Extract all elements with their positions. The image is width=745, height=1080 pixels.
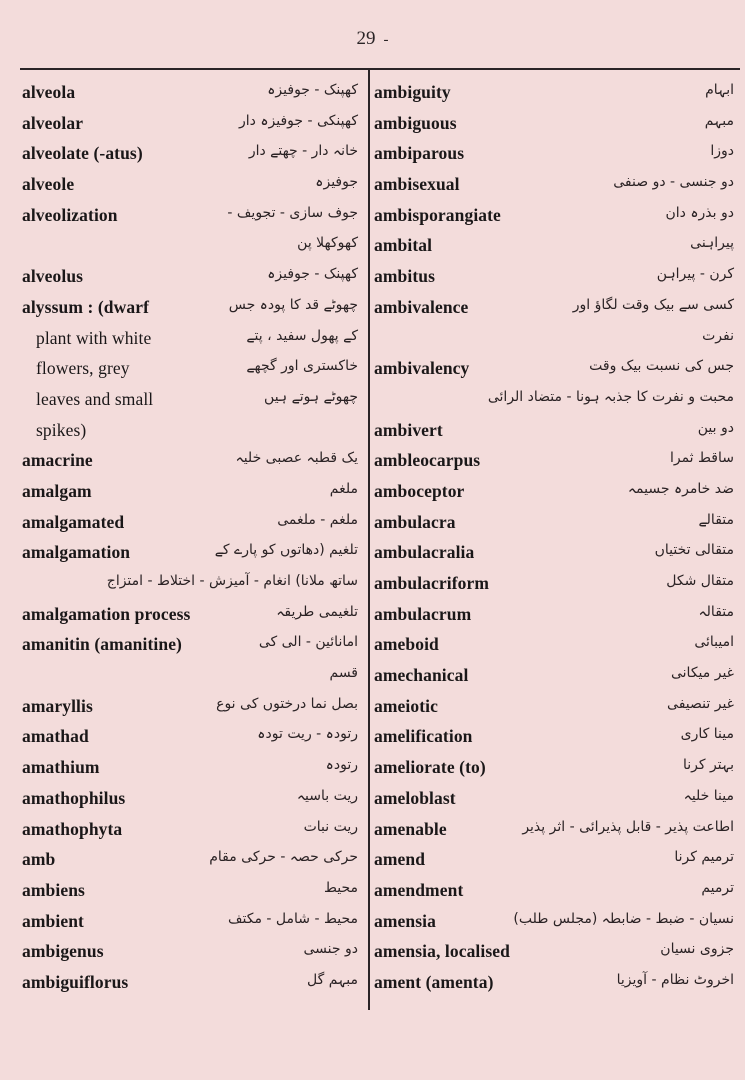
urdu-definition: رتودہ - ریت تودہ	[257, 726, 358, 743]
urdu-definition: کسی سے بیک وقت لگاؤ اور	[572, 296, 734, 313]
dictionary-entry	[22, 786, 362, 817]
dictionary-entry	[374, 909, 738, 940]
english-term: ameliorate (to)	[374, 757, 486, 778]
dictionary-entry	[374, 970, 738, 1001]
dictionary-entry	[374, 203, 738, 234]
dictionary-entry	[374, 356, 738, 387]
urdu-definition: متقالہ	[698, 603, 734, 620]
english-term: alveolate (-atus)	[22, 143, 143, 164]
urdu-definition: کھپنک - جوفیزہ	[267, 82, 358, 98]
dictionary-entry	[22, 510, 362, 541]
dictionary-entry	[22, 878, 362, 909]
urdu-definition: جوف سازی - تجویف -	[227, 204, 358, 221]
english-term: amb	[22, 849, 56, 870]
urdu-definition: تلغیم (دھاتوں کو پارے کے	[214, 542, 358, 559]
english-term: amalgam	[22, 480, 92, 501]
urdu-definition: غیر میکانی	[670, 665, 734, 682]
english-term: ambisexual	[374, 174, 460, 195]
urdu-definition: ساقط ثمرا	[669, 450, 734, 467]
english-term: ament (amenta)	[374, 971, 494, 992]
header-rule	[20, 68, 740, 70]
urdu-definition: مینا خلیہ	[683, 787, 734, 804]
dictionary-entry	[374, 694, 738, 725]
english-term: ameiotic	[374, 695, 438, 716]
dictionary-entry	[22, 909, 362, 940]
urdu-definition: ریت باسیہ	[296, 787, 358, 804]
urdu-definition: ریت نبات	[303, 818, 358, 835]
dictionary-entry	[374, 817, 738, 848]
english-term: amaryllis	[22, 695, 93, 716]
urdu-definition: قسم	[329, 665, 358, 682]
english-term: amalgamation process	[22, 603, 191, 624]
urdu-definition: حرکی حصہ - حرکی مقام	[209, 849, 358, 866]
urdu-definition: محیط	[323, 879, 358, 896]
urdu-definition: دو بین	[697, 419, 734, 436]
english-term: amboceptor	[374, 480, 465, 501]
urdu-definition: یک قطبہ عصبی خلیہ	[235, 450, 358, 467]
english-term: ambiens	[22, 879, 85, 900]
english-term: spikes)	[36, 419, 87, 440]
right-column	[374, 80, 738, 1001]
urdu-definition: دو بذرہ دان	[665, 204, 734, 221]
urdu-definition: بصل نما درختوں کی نوع	[216, 695, 358, 712]
english-term: alveolus	[22, 266, 84, 287]
dictionary-entry	[22, 203, 362, 234]
dictionary-entry	[22, 141, 362, 172]
dictionary-entry	[22, 80, 362, 111]
urdu-definition: غیر تنصیفی	[667, 695, 734, 712]
urdu-definition: کرن - پیراہن	[656, 266, 734, 283]
dictionary-entry	[22, 755, 362, 786]
english-term: amalgamated	[22, 511, 125, 532]
urdu-definition: کھپنک - جوفیزہ	[267, 266, 358, 283]
english-term: alveolar	[22, 112, 84, 133]
urdu-definition: جوفیزہ	[315, 174, 358, 191]
dictionary-entry	[22, 479, 362, 510]
english-term: amendment	[374, 879, 464, 900]
urdu-definition: محیط - شامل - مکتف	[228, 910, 358, 927]
english-term: ambleocarpus	[374, 450, 481, 471]
dictionary-entry	[374, 387, 738, 418]
urdu-definition: رتودہ	[325, 757, 358, 774]
dictionary-entry	[374, 448, 738, 479]
dictionary-entry	[22, 172, 362, 203]
english-term: alveole	[22, 174, 75, 195]
urdu-definition: پیراہنی	[690, 235, 734, 252]
dictionary-entry	[374, 233, 738, 264]
dictionary-entry	[374, 479, 738, 510]
urdu-definition: ترمیم کرنا	[674, 849, 734, 866]
urdu-definition: امیبائی	[694, 634, 734, 651]
dictionary-entry	[22, 448, 362, 479]
urdu-definition: ساتھ ملانا) انغام - آمیزش - اختلاط - امتزاج	[106, 573, 358, 589]
english-term: ambient	[22, 910, 84, 931]
english-term: flowers, grey	[36, 358, 130, 379]
english-term: amensia	[374, 910, 436, 931]
dictionary-entry	[22, 663, 362, 694]
page-number: 29 -	[356, 28, 389, 49]
urdu-definition: ضد خامرہ جسیمہ	[627, 480, 734, 497]
english-term: ambulacra	[374, 511, 456, 532]
dictionary-entry	[22, 817, 362, 848]
english-term: ambivert	[374, 419, 443, 440]
dictionary-entry	[22, 233, 362, 264]
english-term: ambulacrum	[374, 603, 472, 624]
english-term: amathad	[22, 726, 89, 747]
english-term: amathium	[22, 757, 100, 778]
urdu-definition: جس کی نسبت بیک وقت	[589, 358, 734, 375]
dictionary-entry	[22, 418, 362, 449]
english-term: alveola	[22, 82, 76, 102]
dictionary-entry	[374, 326, 738, 357]
dictionary-entry	[374, 602, 738, 633]
dictionary-entry	[22, 387, 362, 418]
urdu-definition: ترمیم	[701, 879, 734, 896]
dictionary-entry	[374, 571, 738, 602]
english-term: ambivalency	[374, 358, 470, 379]
urdu-definition: متقال شکل	[666, 573, 734, 589]
dictionary-entry	[22, 326, 362, 357]
dictionary-entry	[374, 510, 738, 541]
urdu-definition: اخروٹ نظام - آویزیا	[616, 971, 734, 988]
dictionary-entry	[374, 540, 738, 571]
dictionary-entry	[374, 111, 738, 142]
dictionary-entry	[22, 939, 362, 970]
english-term: ambiguiflorus	[22, 971, 129, 992]
urdu-definition: امانائین - الی کی	[258, 634, 358, 651]
urdu-definition: ملغم	[329, 480, 358, 497]
english-term: amathophyta	[22, 818, 123, 839]
english-term: ambivalence	[374, 296, 469, 317]
english-term: ambulacriform	[374, 573, 490, 593]
urdu-definition: دو جنسی	[303, 941, 358, 958]
english-term: amathophilus	[22, 787, 126, 808]
urdu-definition: مبہم	[704, 112, 734, 129]
english-term: amend	[374, 849, 426, 870]
urdu-definition: دوزا	[710, 143, 734, 160]
dictionary-entry	[22, 356, 362, 387]
dictionary-entry	[22, 970, 362, 1001]
urdu-definition: کھپنکی - جوفیزہ دار	[239, 112, 358, 129]
urdu-definition: جزوی نسیان	[660, 941, 734, 958]
dictionary-entry	[374, 80, 738, 111]
urdu-definition: ملغم - ملغمی	[277, 511, 358, 528]
dictionary-entry	[374, 418, 738, 449]
urdu-definition: چھوٹے قد کا پودہ جس	[228, 296, 358, 313]
dictionary-entry	[374, 724, 738, 755]
dictionary-entry	[374, 939, 738, 970]
dictionary-entry	[374, 632, 738, 663]
english-term: amenable	[374, 818, 447, 839]
english-term: ambital	[374, 235, 433, 256]
dictionary-entry	[374, 755, 738, 786]
english-term: ameloblast	[374, 787, 456, 808]
english-term: ambigenus	[22, 941, 104, 962]
dictionary-entry	[22, 632, 362, 663]
urdu-definition: ابہام	[705, 82, 734, 98]
dictionary-entry	[22, 111, 362, 142]
english-term: amensia, localised	[374, 941, 510, 962]
urdu-definition: کھوکھلا پن	[297, 235, 358, 252]
urdu-definition: نسیان - ضبط - ضابطہ (مجلس طلب)	[513, 910, 734, 927]
dictionary-entry	[22, 724, 362, 755]
dictionary-entry	[22, 694, 362, 725]
dictionary-entry	[374, 878, 738, 909]
urdu-definition: اطاعت پذیر - قابل پذیرائی - اثر پذیر	[522, 818, 734, 835]
english-term: ambiparous	[374, 143, 465, 164]
dictionary-entry	[22, 295, 362, 326]
dictionary-entry	[374, 847, 738, 878]
urdu-definition: خاکستری اور گچھے	[246, 358, 358, 375]
dictionary-entry	[374, 295, 738, 326]
dictionary-entry	[374, 141, 738, 172]
urdu-definition: کے پھول سفید ، پتے	[246, 327, 358, 344]
english-term: ambulacralia	[374, 542, 475, 563]
english-term: ambitus	[374, 266, 435, 287]
left-column	[22, 80, 362, 1001]
urdu-definition: محبت و نفرت کا جذبہ ہونا - متضاد الرائی	[487, 388, 734, 405]
english-term: ambiguous	[374, 112, 457, 133]
english-term: ameboid	[374, 634, 439, 655]
english-term: amacrine	[22, 450, 93, 471]
dictionary-entry	[22, 847, 362, 878]
urdu-definition: تلغیمی طریقہ	[276, 603, 358, 620]
dictionary-entry	[374, 663, 738, 694]
english-term: amalgamation	[22, 542, 131, 563]
urdu-definition: نفرت	[702, 327, 734, 344]
dictionary-entry	[374, 264, 738, 295]
dictionary-entry	[22, 264, 362, 295]
english-term: alyssum : (dwarf	[22, 296, 150, 317]
urdu-definition: خانہ دار - چھتے دار	[248, 143, 358, 160]
english-term: plant with white	[36, 327, 152, 348]
dictionary-entry	[22, 540, 362, 571]
dictionary-entry	[374, 172, 738, 203]
english-term: ambiguity	[374, 82, 451, 102]
english-term: amechanical	[374, 665, 469, 686]
english-term: amanitin (amanitine)	[22, 634, 182, 655]
column-divider	[368, 70, 370, 1010]
english-term: alveolization	[22, 204, 118, 225]
dictionary-entry	[22, 571, 362, 602]
urdu-definition: بہتر کرنا	[682, 757, 734, 774]
urdu-definition: دو جنسی - دو صنفی	[613, 174, 734, 191]
english-term: ambisporangiate	[374, 204, 501, 225]
urdu-definition: مبہم گل	[307, 971, 358, 988]
urdu-definition: متقالی تختیاں	[654, 542, 734, 559]
dictionary-entry	[22, 602, 362, 633]
urdu-definition: چھوٹے ہوتے ہیں	[264, 388, 358, 405]
urdu-definition: متقالے	[698, 511, 734, 528]
english-term: leaves and small	[36, 388, 154, 409]
dictionary-entry	[374, 786, 738, 817]
urdu-definition: مینا کاری	[680, 726, 734, 743]
english-term: amelification	[374, 726, 473, 747]
